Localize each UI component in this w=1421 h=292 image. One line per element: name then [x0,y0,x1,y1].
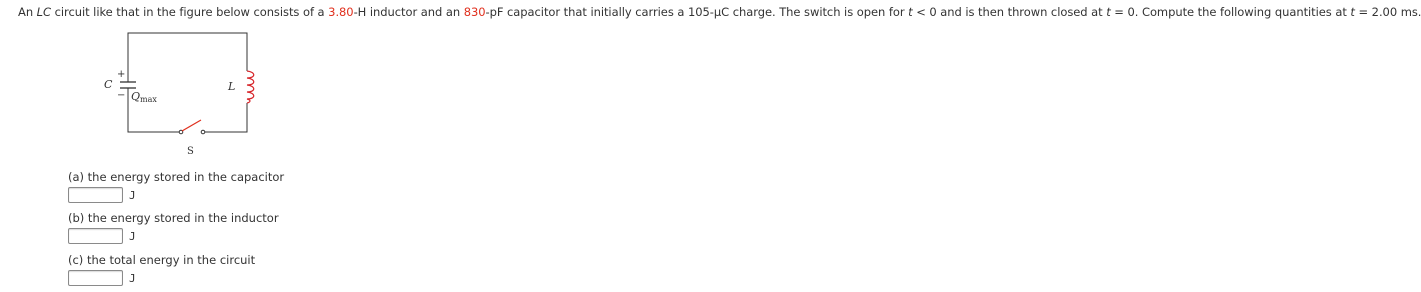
charge-label: Q [131,90,141,103]
part-b-answer-input[interactable] [68,228,123,244]
problem-text-2: circuit like that in the figure below consists of a [51,5,329,19]
minus-sign: − [117,90,126,101]
part-a [68,170,284,204]
part-b-unit: J [129,229,136,243]
part-c-unit: J [129,271,136,285]
part-c-answer-input[interactable] [68,270,123,286]
problem-text-6: = 0. Compute the following quantities at [1110,5,1351,19]
problem-text-3: -H inductor and an [353,5,464,19]
lc-circuit-diagram [90,28,290,158]
problem-text-7: = 2.00 ms. [1354,5,1421,19]
problem-text-4: -pF capacitor that initially carries a 105-μC charge. The switch is open for [485,5,909,19]
problem-text-1: An [18,5,37,19]
part-a-unit: J [129,188,136,202]
switch-blade [182,120,201,131]
time-variable: t [1106,5,1111,19]
charge-subscript: max [140,95,157,104]
part-b-question: (b) the energy stored in the inductor [68,211,279,225]
right-bottom-wire [206,103,247,132]
inductance-value: 3.80 [328,5,354,19]
capacitance-value: 830 [463,5,486,19]
problem-text-5: < 0 and is then thrown closed at [912,5,1107,19]
problem-statement [18,5,1421,19]
inductor-coil [247,71,254,103]
inductor-label: L [228,80,236,93]
time-variable: t [1350,5,1355,19]
part-c-question: (c) the total energy in the circuit [68,253,256,267]
lc-italic: LC [36,5,52,19]
part-a-question: (a) the energy stored in the capacitor [68,170,285,184]
top-wire [128,33,247,82]
part-c [68,253,255,287]
plus-sign: + [117,69,126,80]
part-b [68,211,279,245]
part-a-answer-input[interactable] [68,187,123,203]
capacitor-label: C [104,78,113,91]
time-variable: t [908,5,913,19]
switch-contact [201,130,205,134]
switch-label: S [187,146,194,157]
